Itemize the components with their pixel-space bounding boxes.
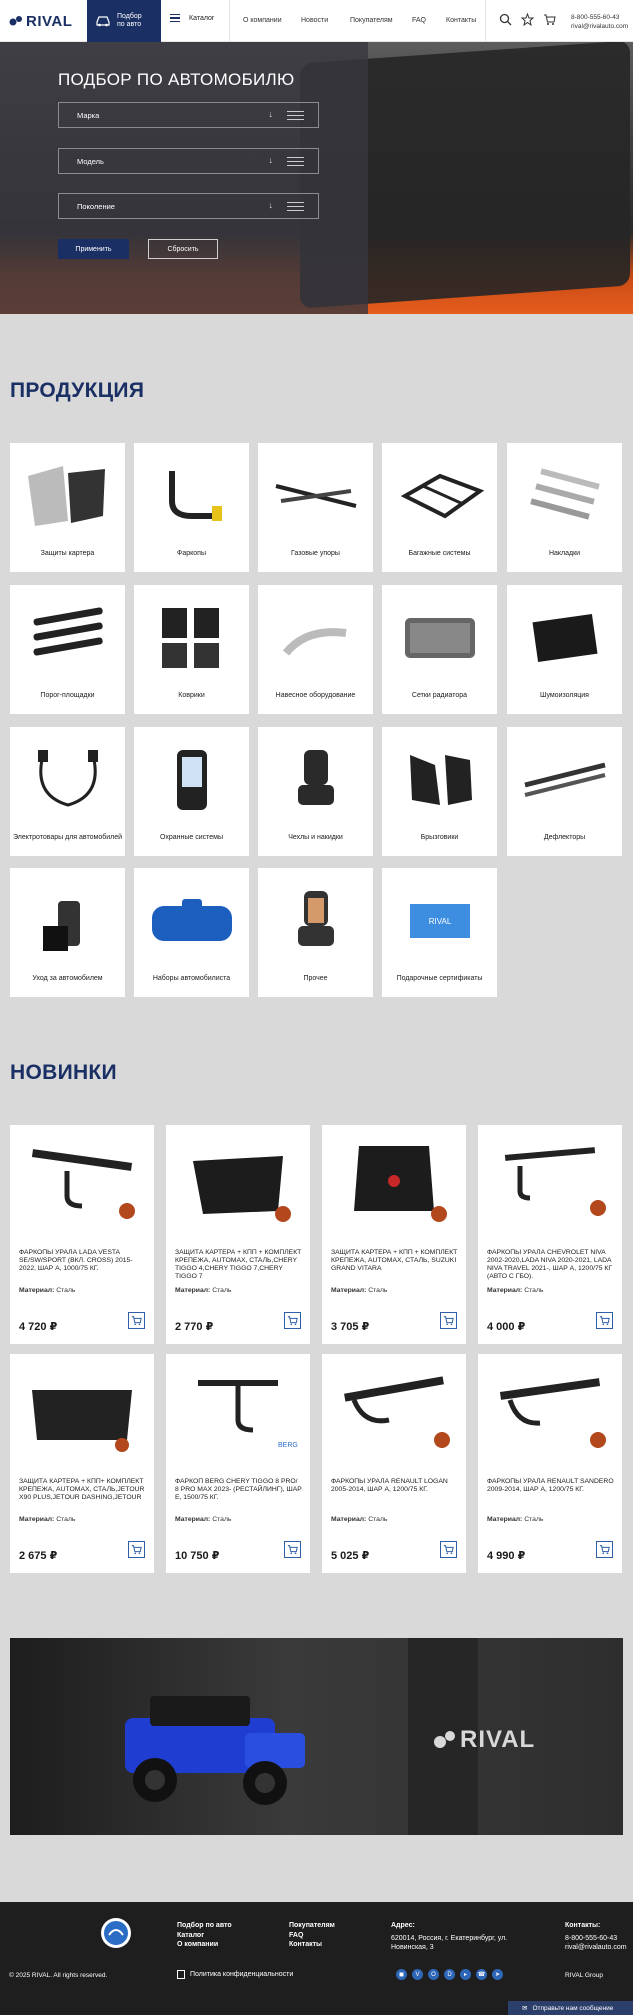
vk-icon[interactable]: V xyxy=(412,1969,423,1980)
add-to-cart-button[interactable] xyxy=(284,1541,301,1558)
list-icon xyxy=(287,111,304,120)
category-card[interactable] xyxy=(10,585,125,714)
header-icons xyxy=(499,13,556,26)
promo-banner[interactable] xyxy=(10,1638,623,1835)
telegram-icon[interactable]: ▸ xyxy=(460,1969,471,1980)
product-name[interactable]: ЗАЩИТА КАРТЕРА + КПП + КОМПЛЕКТ КРЕПЕЖА, AUTOMAX, СТАЛЬ, SUZUKI GRAND VITARA xyxy=(331,1249,458,1272)
car-kit-bag-icon xyxy=(142,882,242,960)
divider xyxy=(229,0,230,42)
material-label: Материал: xyxy=(175,1287,211,1294)
sort-arrow-icon: ↓ xyxy=(268,155,273,165)
category-label: Коврики xyxy=(178,692,205,699)
product-card[interactable] xyxy=(10,1354,154,1573)
nav-faq[interactable]: FAQ xyxy=(412,17,427,24)
product-card[interactable] xyxy=(166,1354,310,1573)
svg-text:RIVAL: RIVAL xyxy=(428,917,451,926)
product-price: 2 770 ₽ xyxy=(175,1321,214,1333)
material-label: Материал: xyxy=(331,1516,367,1523)
towbar-icon xyxy=(142,457,242,535)
footer-phone[interactable]: 8-800-555-60-43 xyxy=(565,1934,618,1942)
category-card[interactable] xyxy=(134,727,249,856)
material-value: Сталь xyxy=(368,1516,388,1523)
skid-plate-icon xyxy=(18,457,118,535)
material-value: Сталь xyxy=(524,1287,544,1294)
category-label: Охранные системы xyxy=(159,834,224,841)
gift-card-icon xyxy=(390,882,490,960)
chat-icon: ✉ xyxy=(522,2005,528,2012)
new-title: НОВИНКИ xyxy=(10,1061,117,1084)
towbar-product-icon xyxy=(326,1358,462,1462)
contacts-title: Контакты: xyxy=(565,1922,601,1929)
header xyxy=(0,0,633,42)
list-icon xyxy=(287,157,304,166)
brand-select-label: Марка xyxy=(77,110,100,120)
rival-group: RIVAL Group xyxy=(565,1972,603,1979)
model-select[interactable] xyxy=(58,148,319,174)
footer-link-catalog[interactable]: Каталог xyxy=(177,1931,205,1939)
category-label: Багажные системы xyxy=(408,550,471,557)
document-icon xyxy=(177,1970,185,1979)
material-value: Сталь xyxy=(524,1516,544,1523)
copyright: © 2025 RIVAL. All rights reserved. xyxy=(9,1972,108,1979)
cart-icon xyxy=(131,1544,142,1555)
category-label: Наборы автомобилиста xyxy=(152,975,231,982)
category-label: Брызговики xyxy=(420,834,459,841)
material-label: Материал: xyxy=(19,1516,55,1523)
add-to-cart-button[interactable] xyxy=(596,1312,613,1329)
footer-address xyxy=(391,1921,511,1953)
category-label: Прочее xyxy=(303,975,328,982)
category-card[interactable] xyxy=(134,443,249,572)
skid-plate-product-icon xyxy=(170,1129,306,1233)
category-label: Дефлекторы xyxy=(543,834,586,841)
banner-logo xyxy=(434,1726,535,1754)
category-card[interactable] xyxy=(258,585,373,714)
trim-icon xyxy=(515,457,615,535)
hero-title: ПОДБОР ПО АВТОМОБИЛЮ xyxy=(58,70,295,89)
add-to-cart-button[interactable] xyxy=(284,1312,301,1329)
material-value: Сталь xyxy=(212,1287,232,1294)
privacy-label: Политика конфиденциальности xyxy=(190,1971,294,1978)
product-name[interactable]: ФАРКОПЫ УРАЛА RENAULT LOGAN 2005-2014, ШАР А, 1200/75 КГ. xyxy=(331,1478,448,1493)
footer-links-2 xyxy=(289,1921,335,1950)
category-card[interactable] xyxy=(10,727,125,856)
product-name[interactable]: ЗАЩИТА КАРТЕРА + КПП + КОМПЛЕКТ КРЕПЕЖА, AUTOMAX, СТАЛЬ,CHERY TIGGO 4,CHERY TIGGO 7,CHERY TIGGO 7 xyxy=(175,1249,302,1280)
generation-select[interactable] xyxy=(58,193,319,219)
product-name[interactable]: ФАРКОПЫ УРАЛА LADA VESTA SE/SW/SPORT (ВКЛ. CROSS) 2015-2022, ШАР А, 1000/75 КГ. xyxy=(19,1249,133,1272)
list-icon xyxy=(287,202,304,211)
material-label: Материал: xyxy=(487,1516,523,1523)
footer-link-pick[interactable]: Подбор по авто xyxy=(177,1922,232,1929)
product-material xyxy=(487,1516,543,1523)
product-price: 4 990 ₽ xyxy=(487,1550,526,1562)
floor-mat-icon xyxy=(142,599,242,677)
material-value: Сталь xyxy=(56,1287,76,1294)
product-price: 4 720 ₽ xyxy=(19,1321,58,1333)
towbar-product-icon xyxy=(482,1129,618,1233)
footer-link-contacts[interactable]: Контакты xyxy=(289,1941,323,1948)
add-to-cart-button[interactable] xyxy=(440,1541,457,1558)
alarm-fob-icon xyxy=(142,741,242,819)
category-card[interactable] xyxy=(258,727,373,856)
pick-label-1: Подбор xyxy=(117,13,142,20)
material-value: Сталь xyxy=(368,1287,388,1294)
add-to-cart-button[interactable] xyxy=(128,1312,145,1329)
product-material xyxy=(175,1287,231,1294)
product-name[interactable]: ЗАЩИТА КАРТЕРА + КПП+ КОМПЛЕКТ КРЕПЕЖА, AUTOMAX, СТАЛЬ,JETOUR X90 PLUS,JETOUR DASHING,JETOUR xyxy=(19,1478,145,1501)
sort-arrow-icon: ↓ xyxy=(268,200,273,210)
category-card[interactable] xyxy=(10,443,125,572)
material-label: Материал: xyxy=(331,1287,367,1294)
category-card[interactable] xyxy=(382,443,497,572)
product-price: 2 675 ₽ xyxy=(19,1550,58,1562)
category-label: Уход за автомобилем xyxy=(32,975,103,982)
footer-link-faq[interactable]: FAQ xyxy=(289,1931,304,1939)
rival-logo-icon xyxy=(434,1730,456,1750)
car-icon xyxy=(95,15,111,27)
category-label: Газовые упоры xyxy=(291,550,340,557)
social-links xyxy=(396,1969,508,1980)
footer-link-about[interactable]: О компании xyxy=(177,1941,219,1948)
material-label: Материал: xyxy=(19,1287,55,1294)
add-to-cart-button[interactable] xyxy=(128,1541,145,1558)
cart-icon xyxy=(599,1315,610,1326)
material-value: Сталь xyxy=(56,1516,76,1523)
towbar-product-icon xyxy=(14,1129,150,1233)
footer-contacts xyxy=(565,1921,627,1953)
products-title: ПРОДУКЦИЯ xyxy=(10,379,145,402)
logo[interactable] xyxy=(9,13,72,29)
catalog-label: Каталог xyxy=(189,14,215,22)
product-card[interactable] xyxy=(478,1125,622,1344)
favorites-star-icon[interactable] xyxy=(521,13,534,26)
skid-plate-product-icon xyxy=(326,1129,462,1233)
product-card[interactable] xyxy=(10,1125,154,1344)
footer-emblem-icon xyxy=(100,1917,132,1949)
product-card[interactable] xyxy=(322,1354,466,1573)
brand-select[interactable] xyxy=(58,102,319,128)
product-price: 5 025 ₽ xyxy=(331,1550,370,1562)
car-selector-panel xyxy=(0,42,368,314)
category-card[interactable] xyxy=(382,727,497,856)
hanging-equipment-icon xyxy=(266,599,366,677)
footer-email[interactable]: rival@rivalauto.com xyxy=(565,1944,627,1951)
banner-logo-text: RIVAL xyxy=(460,1726,536,1753)
car-care-icon xyxy=(18,882,118,960)
towbar-product-icon xyxy=(482,1358,618,1462)
rival-logo-icon xyxy=(9,15,23,27)
category-label: Чехлы и накидки xyxy=(288,834,343,841)
category-card[interactable] xyxy=(382,585,497,714)
category-label: Шумоизоляция xyxy=(540,692,589,699)
footer xyxy=(0,1902,633,2015)
social-icon-1[interactable]: ◼ xyxy=(396,1969,407,1980)
category-card[interactable] xyxy=(258,443,373,572)
mudflap-icon xyxy=(390,741,490,819)
category-card[interactable] xyxy=(134,585,249,714)
nav-about[interactable]: О компании xyxy=(243,17,282,24)
category-card[interactable] xyxy=(258,868,373,997)
product-material xyxy=(19,1287,75,1294)
product-material xyxy=(487,1287,543,1294)
ev-charger-icon xyxy=(18,741,118,819)
step-board-icon xyxy=(18,599,118,677)
menu-icon xyxy=(170,14,180,22)
product-card[interactable] xyxy=(322,1125,466,1344)
send-message-button[interactable] xyxy=(508,2001,633,2015)
category-label: Электротовары для автомобилей xyxy=(12,834,123,841)
misc-seat-icon xyxy=(266,882,366,960)
category-label: Защиты картера xyxy=(40,550,95,557)
material-label: Материал: xyxy=(175,1516,211,1523)
generation-select-label: Поколение xyxy=(77,201,115,211)
seat-cover-icon xyxy=(266,741,366,819)
search-icon[interactable] xyxy=(499,13,512,26)
category-label: Навесное оборудование xyxy=(275,692,356,699)
whatsapp-icon[interactable]: ☎ xyxy=(476,1969,487,1980)
roof-rack-icon xyxy=(390,457,490,535)
product-material xyxy=(331,1516,387,1523)
category-card[interactable] xyxy=(507,727,622,856)
product-material xyxy=(175,1516,231,1523)
address-title: Адрес: xyxy=(391,1922,415,1929)
send-message-label: Отправьте нам сообщение xyxy=(532,2004,614,2012)
pick-by-car-button[interactable] xyxy=(87,0,161,42)
category-label: Накладки xyxy=(548,550,581,557)
logo-text: RIVAL xyxy=(26,12,73,30)
add-to-cart-button[interactable] xyxy=(596,1541,613,1558)
gas-strut-icon xyxy=(266,457,366,535)
nav-contacts[interactable]: Контакты xyxy=(446,17,477,24)
svg-text:BERG: BERG xyxy=(278,1442,298,1449)
pick-by-car-label xyxy=(117,13,142,29)
product-price: 4 000 ₽ xyxy=(487,1321,526,1333)
product-card[interactable] xyxy=(478,1354,622,1573)
category-label: Порог-площадки xyxy=(40,692,95,699)
cart-icon xyxy=(131,1315,142,1326)
product-name[interactable]: ФАРКОП BERG CHERY TIGGO 8 PRO/ 8 PRO MAX 2023- (РЕСТАЙЛИНГ), ШАР E, 1500/75 КГ. xyxy=(175,1478,302,1501)
nav-news[interactable]: Новости xyxy=(301,17,329,24)
footer-link-buyers[interactable]: Покупателям xyxy=(289,1922,335,1929)
pick-label-2: по авто xyxy=(117,21,142,28)
noise-insulation-icon xyxy=(515,599,615,677)
category-card[interactable] xyxy=(382,868,497,997)
cart-icon xyxy=(443,1315,454,1326)
radiator-grille-icon xyxy=(390,599,490,677)
nav-buyers[interactable]: Покупателям xyxy=(350,17,393,24)
material-value: Сталь xyxy=(212,1516,232,1523)
category-card[interactable] xyxy=(134,868,249,997)
share-icon[interactable]: ➤ xyxy=(492,1969,503,1980)
category-card[interactable] xyxy=(507,443,622,572)
product-material xyxy=(19,1516,75,1523)
sort-arrow-icon: ↓ xyxy=(268,109,273,119)
cart-icon xyxy=(599,1544,610,1555)
cart-icon xyxy=(443,1544,454,1555)
dzen-icon[interactable]: D xyxy=(444,1969,455,1980)
cart-icon xyxy=(287,1315,298,1326)
category-label: Фаркопы xyxy=(177,550,206,557)
category-label: Подарочные сертификаты xyxy=(396,975,483,982)
product-card[interactable] xyxy=(166,1125,310,1344)
category-card[interactable] xyxy=(10,868,125,997)
ok-icon[interactable]: O xyxy=(428,1969,439,1980)
product-price: 3 705 ₽ xyxy=(331,1321,370,1333)
cart-icon[interactable] xyxy=(543,13,556,26)
header-email[interactable]: rival@rivalauto.com xyxy=(571,23,629,30)
category-label: Сетки радиатора xyxy=(411,692,468,699)
add-to-cart-button[interactable] xyxy=(440,1312,457,1329)
jeep-image xyxy=(95,1688,325,1818)
footer-links-1 xyxy=(177,1921,232,1950)
skid-plate-product-icon xyxy=(14,1358,150,1462)
cart-icon xyxy=(287,1544,298,1555)
address-text: 620014, Россия, г. Екатеринбург, ул. Новинская, 3 xyxy=(391,1934,508,1951)
deflector-icon xyxy=(515,741,615,819)
catalog-button[interactable] xyxy=(170,14,214,22)
model-select-label: Модель xyxy=(77,156,104,166)
hero xyxy=(0,42,633,314)
product-material xyxy=(331,1287,387,1294)
reset-button[interactable]: Сбросить xyxy=(148,239,218,259)
product-price: 10 750 ₽ xyxy=(175,1550,220,1562)
divider xyxy=(485,0,486,42)
header-contacts xyxy=(571,13,628,31)
header-phone[interactable]: 8-800-555-60-43 xyxy=(571,14,620,21)
material-label: Материал: xyxy=(487,1287,523,1294)
apply-button[interactable]: Применить xyxy=(58,239,129,259)
category-card[interactable] xyxy=(507,585,622,714)
towbar-product-icon xyxy=(170,1358,306,1462)
privacy-link[interactable] xyxy=(177,1970,293,1980)
product-name[interactable]: ФАРКОПЫ УРАЛА RENAULT SANDERO 2009-2014, ШАР А, 1200/75 КГ. xyxy=(487,1478,614,1493)
product-name[interactable]: ФАРКОПЫ УРАЛА CHEVROLET NIVA 2002-2020,LADA NIVA 2020-2021, LADA NIVA TRAVEL 2021-, ШАР А, 1200/75 КГ (АВТО С ГБО). xyxy=(487,1249,613,1280)
